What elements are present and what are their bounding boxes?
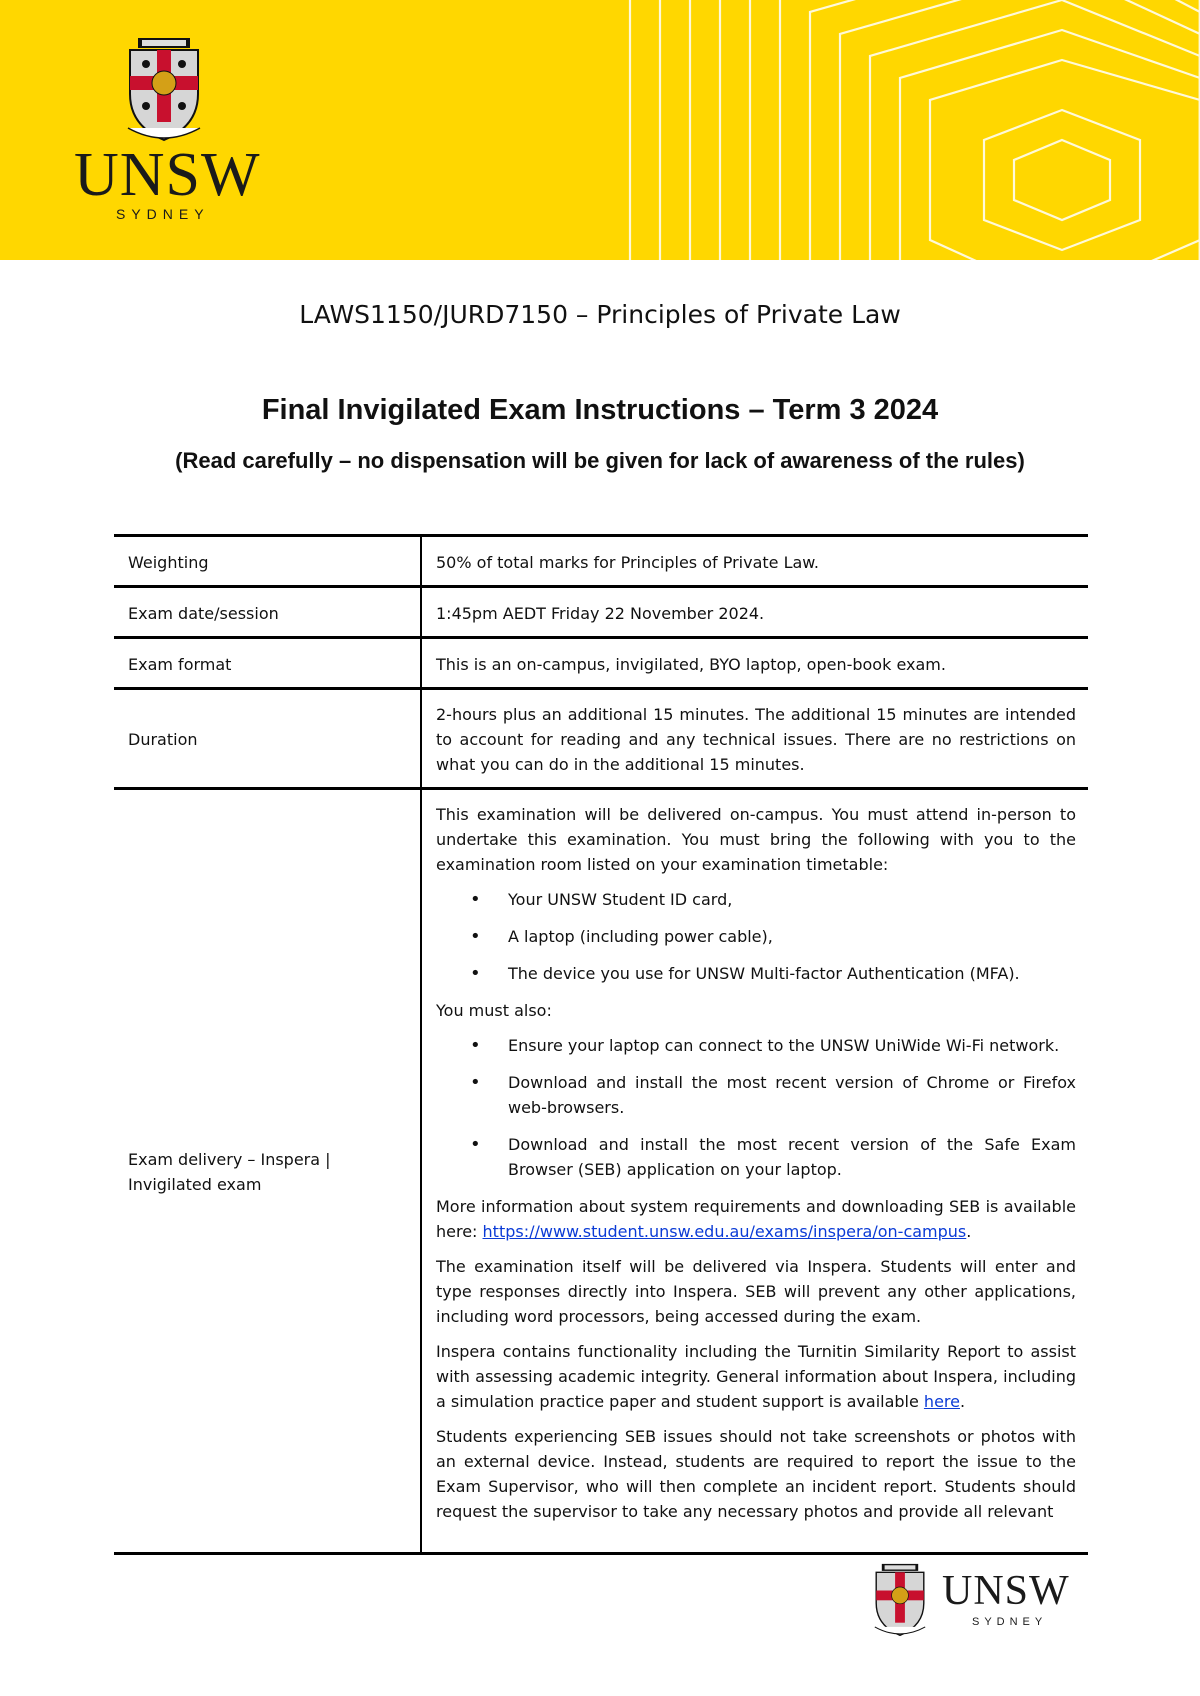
delivery-intro: This examination will be delivered on-campus. You must attend in-person to undertake this examination. You must bring the following with you to the examination room listed on your examination timetable:: [436, 805, 1076, 874]
bring-list: [436, 887, 1076, 986]
unsw-logo-footer: [872, 1560, 1084, 1650]
row-value: 2-hours plus an additional 15 minutes. The additional 15 minutes are intended to account for reading and any technical issues. There are no restrictions on what you can do in the additional 15 minutes.: [421, 689, 1088, 789]
row-label: Weighting: [114, 536, 421, 587]
table-row: [114, 587, 1088, 638]
more-info-paragraph: More information about system requirements and downloading SEB is available here: https://www.student.unsw.edu.au/exams/inspera/on-campus.: [436, 1197, 1076, 1241]
seb-info-link[interactable]: https://www.student.unsw.edu.au/exams/inspera/on-campus: [482, 1222, 967, 1241]
more-info-text: More information about system requirements and downloading SEB is available here:: [436, 1197, 1076, 1241]
inspera-info-link[interactable]: here: [923, 1392, 960, 1411]
header-banner: [0, 0, 1200, 260]
sydney-wordmark: SYDNEY: [972, 1616, 1048, 1628]
list-item: • The device you use for UNSW Multi-factor Authentication (MFA).: [508, 961, 1076, 986]
exam-info-table: [114, 534, 1088, 1555]
also-list: [436, 1033, 1076, 1182]
seb-issues-paragraph: Students experiencing SEB issues should not take screenshots or photos with an external device. Instead, students are required to report the issue to the Exam Supervisor, who will then complete an incident report. Students should request the supervisor to take any necessary photos and provide all relevant: [436, 1427, 1076, 1521]
unsw-wordmark: UNSW: [74, 141, 261, 209]
table-row: [114, 536, 1088, 587]
unsw-logo: [74, 36, 261, 226]
row-value: This is an on-campus, invigilated, BYO laptop, open-book exam.: [421, 638, 1088, 689]
unsw-wordmark: UNSW: [942, 1568, 1070, 1614]
row-label: Exam date/session: [114, 587, 421, 638]
delivered-via-paragraph: The examination itself will be delivered via Inspera. Students will enter and type responses directly into Inspera. SEB will prevent any other applications, including word processors, being accessed during the exam.: [436, 1257, 1076, 1326]
row-label: Exam delivery – Inspera | Invigilated exam: [114, 789, 421, 1554]
list-item: • Ensure your laptop can connect to the UNSW UniWide Wi-Fi network.: [508, 1033, 1076, 1058]
table-row: [114, 789, 1088, 1554]
sydney-wordmark: SYDNEY: [116, 206, 210, 222]
inspera-paragraph: Inspera contains functionality including the Turnitin Similarity Report to assist with assessing academic integrity. General information about Inspera, including a simulation practice paper and student support is available here.: [436, 1342, 1076, 1411]
list-item: • A laptop (including power cable),: [508, 924, 1076, 949]
delivery-details: [421, 789, 1088, 1554]
doc-subtitle: (Read carefully – no dispensation will be given for lack of awareness of the rules): [175, 448, 1025, 473]
inspera-text: Inspera contains functionality including the Turnitin Similarity Report to assist with assessing academic integrity. General information about Inspera, including a simulation practice paper and student support is available: [436, 1342, 1076, 1411]
unsw-crest-icon: [124, 36, 204, 146]
must-also-label: You must also:: [436, 1001, 552, 1020]
course-title: LAWS1150/JURD7150 – Principles of Private Law: [299, 300, 901, 329]
list-item: • Download and install the most recent version of the Safe Exam Browser (SEB) application on your laptop.: [508, 1132, 1076, 1182]
list-item: • Your UNSW Student ID card,: [508, 887, 1076, 912]
row-value: 1:45pm AEDT Friday 22 November 2024.: [421, 587, 1088, 638]
list-item: • Download and install the most recent version of Chrome or Firefox web-browsers.: [508, 1070, 1076, 1120]
table-row: [114, 638, 1088, 689]
row-label: Duration: [114, 689, 421, 789]
doc-title: Final Invigilated Exam Instructions – Term 3 2024: [261, 394, 939, 426]
table-row: [114, 689, 1088, 789]
unsw-crest-icon: [872, 1560, 928, 1642]
row-label: Exam format: [114, 638, 421, 689]
row-value: 50% of total marks for Principles of Private Law.: [421, 536, 1088, 587]
